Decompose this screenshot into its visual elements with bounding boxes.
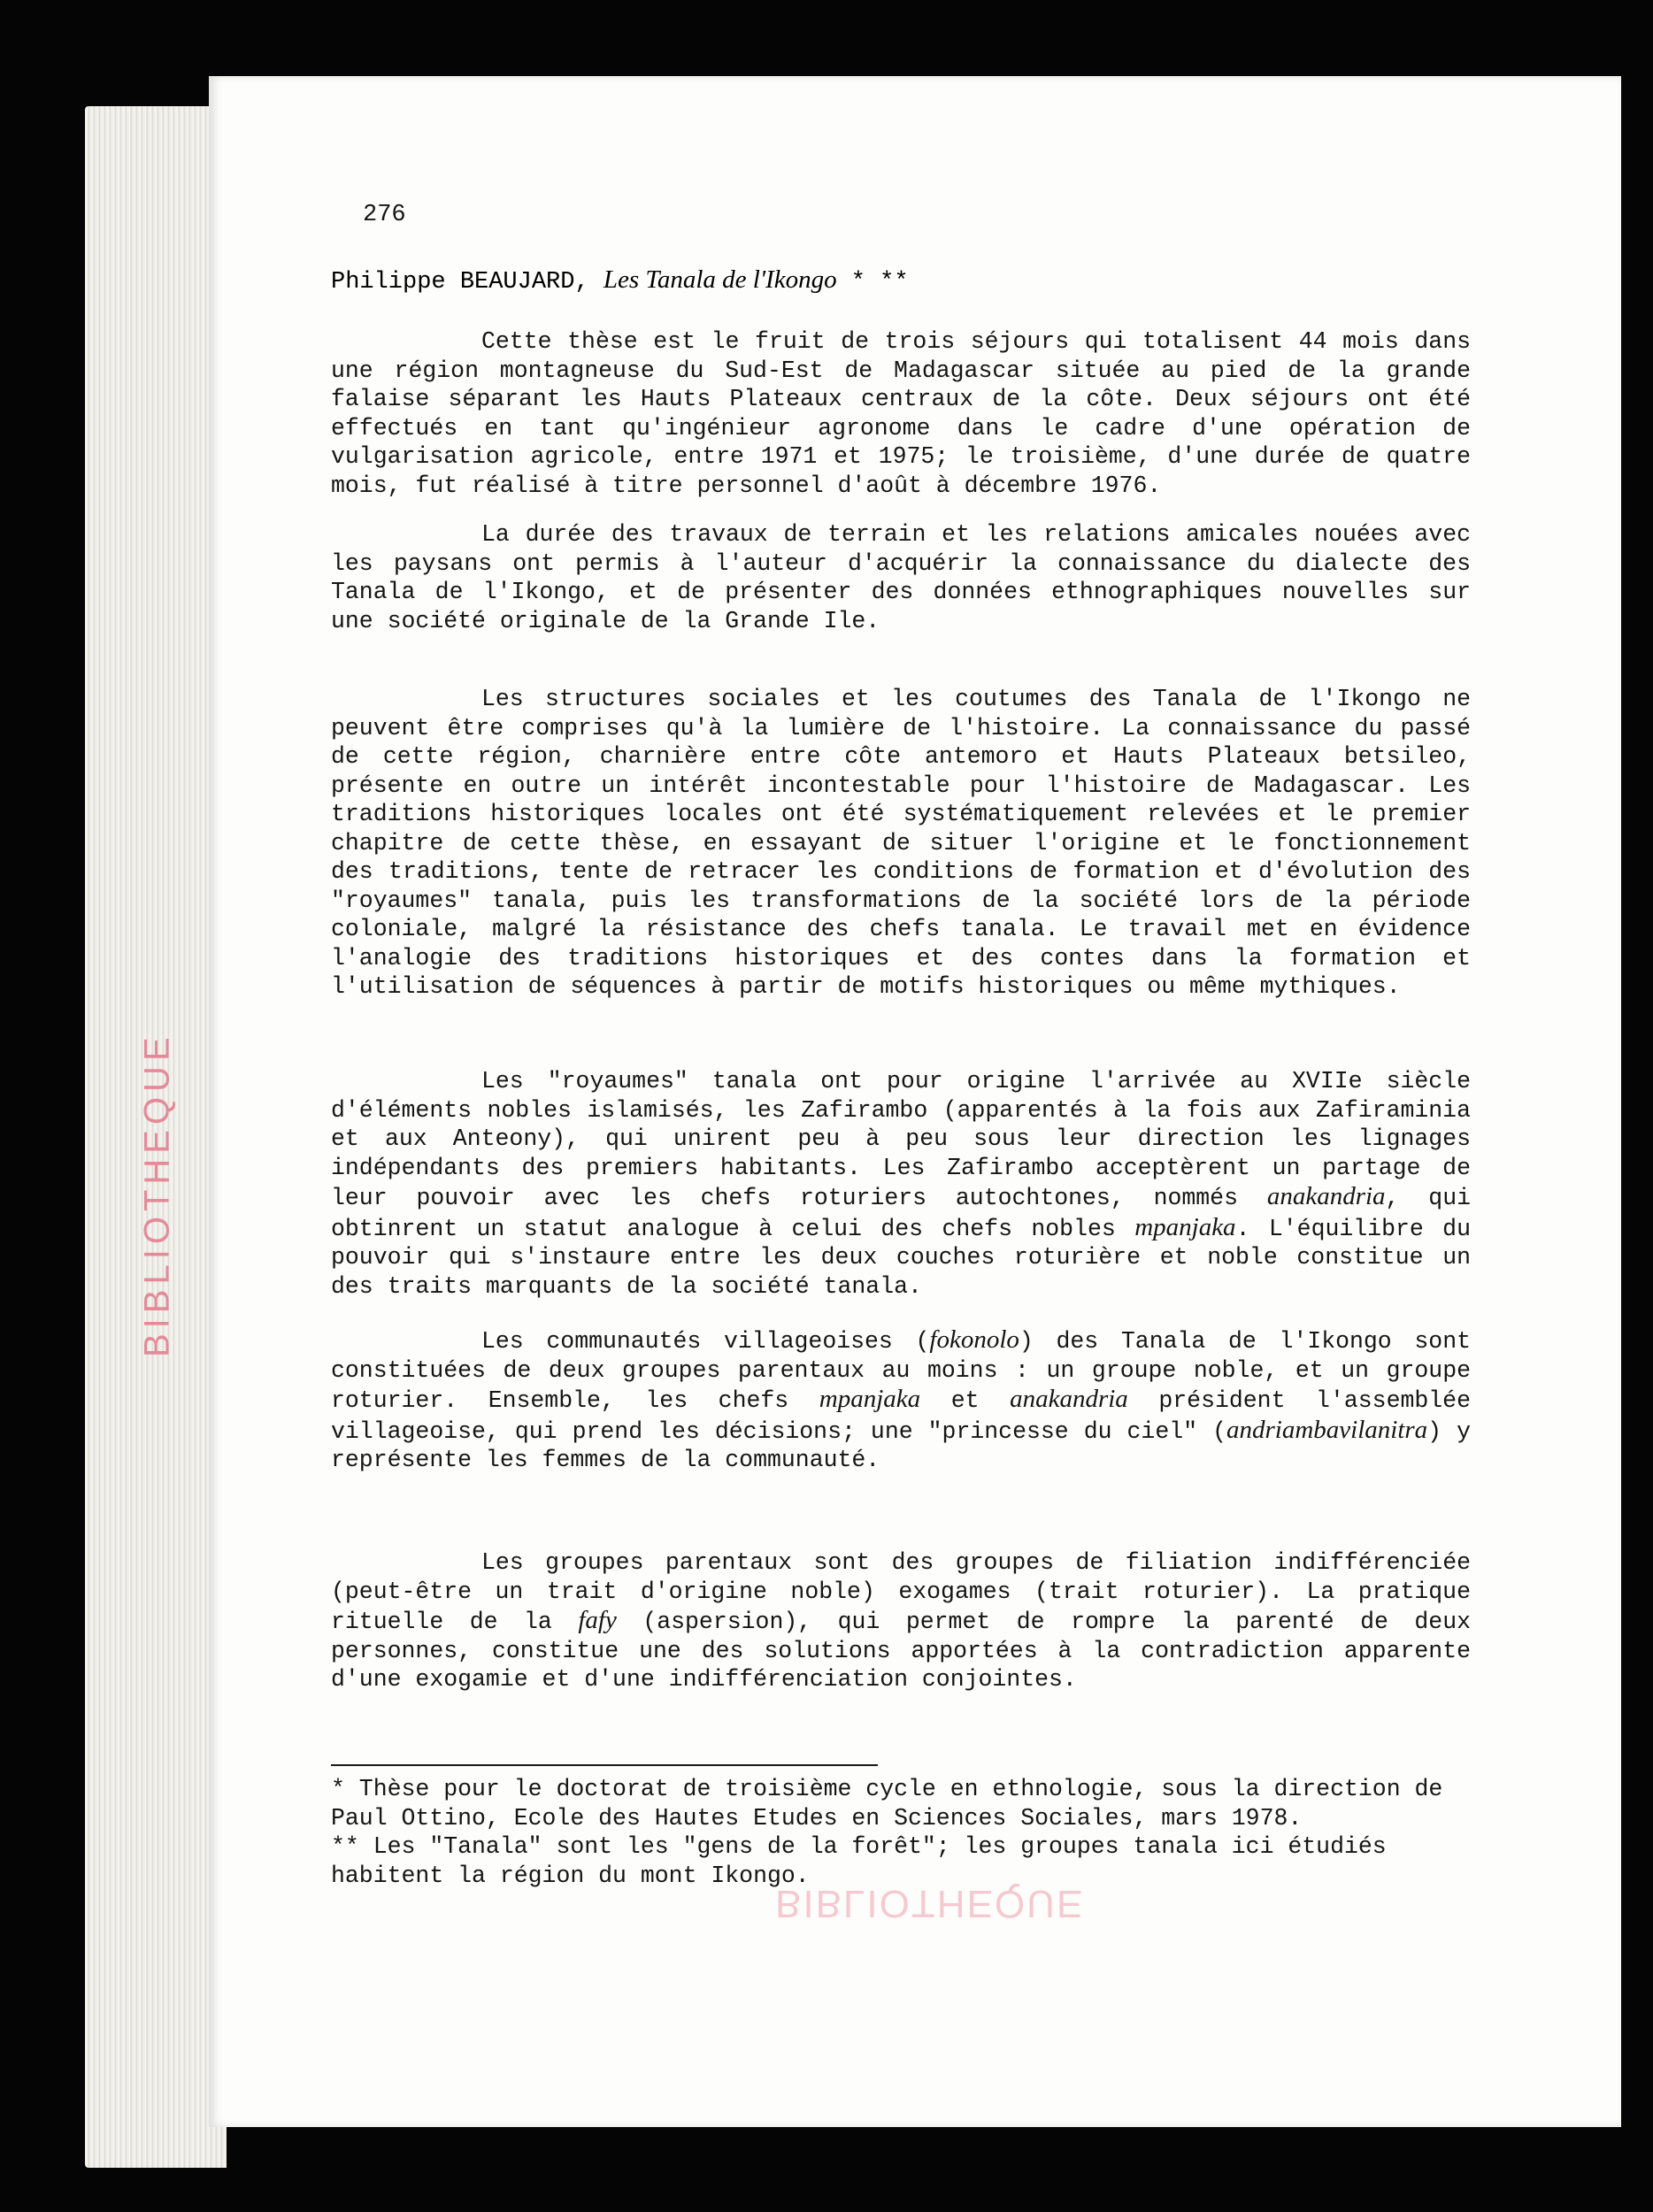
term-anakandria: anakandria	[1266, 1182, 1386, 1210]
paragraph-6-a: Les groupes parentaux sont des groupes de filiation indifférenciée (peut-être un trait d'origine noble) exogames (trait roturier). La pratique rituelle de la	[331, 1549, 1471, 1635]
paragraph-4-c: . L'équilibre du pouvoir qui s'instaure entre les deux couches roturière et noble constitue un des traits marquants de la société tanala.	[331, 1215, 1471, 1300]
paragraph-4-a: Les "royaumes" tanala ont pour origine l'arrivée au XVIIe siècle d'éléments nobles islamisés, les Zafirambo (apparentés à la fois aux Zafiraminia et aux Anteony), qui unirent peu à peu sous leur direction les lignages indépendants des premiers habitants. Les Zafirambo acceptèrent un partage de leur pouvoir avec les chefs roturiers autochtones, nommés	[331, 1068, 1471, 1211]
page-number: 276	[363, 202, 406, 228]
paragraph-3-text: Les structures sociales et les coutumes des Tanala de l'Ikongo ne peuvent être comprises qu'à la lumière de l'histoire. La connaissance du passé de cette région, charnière entre côte antemoro et Hauts Plateaux betsileo, présente en outre un intérêt incontestable pour l'histoire de Madagascar. Les traditions historiques locales ont été systématiquement relevées et le premier chapitre de cette thèse, en essayant de situer l'origine et le fonctionnement des traditions, tente de retracer les conditions de formation et d'évolution des "royaumes" tanala, puis les transformations de la société lors de la période coloniale, malgré la résistance des chefs tanala. Le travail met en évidence l'analogie des traditions historiques et des contes dans la formation et l'utilisation de séquences à partir de motifs historiques ou même mythiques.	[331, 686, 1471, 1000]
term-anakandria-2: anakandria	[1010, 1385, 1128, 1413]
paragraph-3	[331, 685, 1471, 1002]
paragraph-6	[331, 1548, 1471, 1694]
thesis-title: Les Tanala de l'Ikongo	[603, 265, 837, 294]
paragraph-1-text: Cette thèse est le fruit de trois séjours qui totalisent 44 mois dans une région montagneuse du Sud-Est de Madagascar située au pied de la grande falaise séparant les Hauts Plateaux centraux de la côte. Deux séjours ont été effectués en tant qu'ingénieur agronome dans le cadre d'une opération de vulgarisation agricole, entre 1971 et 1975; le troisième, d'une durée de quatre mois, fut réalisé à titre personnel d'août à décembre 1976.	[331, 328, 1471, 499]
paragraph-2	[331, 520, 1471, 635]
paragraph-1	[331, 327, 1471, 500]
article-heading	[331, 265, 909, 296]
footnotes	[331, 1775, 1471, 1890]
term-fokonolo: fokonolo	[929, 1325, 1019, 1354]
term-mpanjaka-2: mpanjaka	[819, 1385, 921, 1413]
paragraph-6-b: (aspersion), qui permet de rompre la parenté de deux personnes, constitue une des solutions apportées à la contradiction apparente d'une exogamie et d'une indifférenciation conjointes.	[331, 1609, 1471, 1693]
paragraph-5-c: et	[920, 1387, 1011, 1414]
footnote-markers: * **	[850, 269, 909, 296]
paragraph-5-b: ) des Tanala de l'Ikongo sont constituées de deux groupes parentaux au moins : un groupe noble, et un groupe roturier. Ensemble, les chefs	[331, 1328, 1471, 1414]
paragraph-5-d: président l'assemblée villageoise, qui prend les décisions; une "princesse du ciel" (	[331, 1387, 1471, 1445]
footnote-rule	[331, 1764, 878, 1766]
paragraph-4-b: , qui obtinrent un statut analogue à celui des chefs nobles	[331, 1185, 1471, 1242]
footnote-2: ** Les "Tanala" sont les "gens de la forêt"; les groupes tanala ici étudiés habitent la région du mont Ikongo.	[331, 1833, 1387, 1889]
edge-library-stamp: BIBLIOTHEQUE	[137, 1032, 177, 1357]
term-fafy: fafy	[578, 1606, 617, 1634]
paragraph-5	[331, 1325, 1471, 1475]
paragraph-5-a: Les communautés villageoises (	[481, 1328, 930, 1355]
footnote-1: * Thèse pour le doctorat de troisième cycle en ethnologie, sous la direction de Paul Ottino, Ecole des Hautes Etudes en Sciences Sociales, mars 1978.	[331, 1776, 1443, 1832]
paragraph-4	[331, 1067, 1471, 1301]
term-mpanjaka: mpanjaka	[1134, 1212, 1236, 1241]
paragraph-2-text: La durée des travaux de terrain et les relations amicales nouées avec les paysans ont permis à l'auteur d'acquérir la connaissance du dialecte des Tanala de l'Ikongo, et de présenter des données ethnographiques nouvelles sur une société originale de la Grande Ile.	[331, 521, 1471, 634]
term-andriambavilanitra: andriambavilanitra	[1226, 1415, 1428, 1444]
document-page	[209, 76, 1621, 2127]
paragraph-5-e: ) y représente les femmes de la communauté.	[331, 1417, 1471, 1473]
library-stamp: BIBLIOTHEQUE	[775, 1882, 1085, 1925]
author-name: Philippe BEAUJARD,	[331, 269, 589, 296]
